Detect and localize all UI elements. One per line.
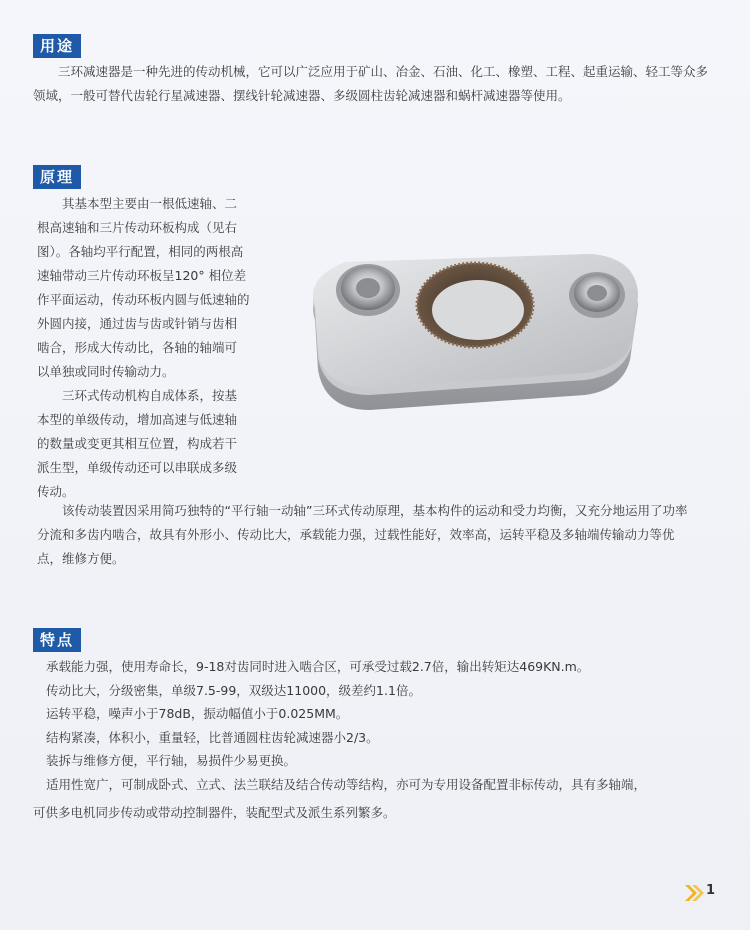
feature-item: 运转平稳，噪声小于78dB，振动幅值小于0.025MM。 (46, 706, 349, 721)
principle-p1-line: 图）。各轴均平行配置，相同的两根高 (37, 244, 244, 259)
usage-paragraph: 三环减速器是一种先进的传动机械，它可以广泛应用于矿山、冶金、石油、化工、橡塑、工程、起重运输、轻工等众多领域，一般可替代齿轮行星减速器、摆线针轮减速器、多级圆柱齿轮减速器和蜗杆减速器等使用。 (33, 64, 709, 103)
section-heading-usage: 用途 (33, 34, 81, 58)
chevron-double-right-icon (683, 883, 705, 903)
feature-item: 承载能力强，使用寿命长，9-18对齿同时进入啮合区，可承受过载2.7倍，输出转矩达469KN.m。 (46, 659, 590, 674)
principle-p1-line: 以单独或同时传输动力。 (37, 364, 175, 379)
section-heading-principle: 原理 (33, 165, 81, 189)
feature-item-continuation: 可供多电机同步传动或带动控制器件，装配型式及派生系列繁多。 (33, 805, 396, 820)
section-heading-features: 特点 (33, 628, 81, 652)
principle-paragraph-2 (37, 384, 277, 504)
principle-p1-line: 外圆内接，通过齿与齿或针销与齿相 (37, 316, 238, 331)
principle-p1-line: 其基本型主要由一根低速轴、二 (62, 196, 238, 211)
feature-item: 装拆与维修方便，平行轴，易损件少易更换。 (46, 753, 297, 768)
principle-paragraph-3: 该传动装置因采用简巧独特的“平行轴一动轴”三环式传动原理，基本构件的运动和受力均衡，又充分地运用了功率分流和多齿内啮合，故具有外形小、传动比大，承载能力强，过载性能好，效率高，运转平稳及多轴端传输动力等优点，维修方便。 (37, 503, 688, 566)
principle-p2-line: 三环式传动机构自成体系，按基 (62, 388, 238, 403)
principle-p1-line: 速轴带动三片传动环板呈120° 相位差 (37, 268, 247, 283)
principle-p2-line: 的数量或变更其相互位置，构成若干 (37, 436, 238, 451)
features-list (46, 655, 696, 796)
ring-plate-image (300, 250, 645, 415)
feature-item: 结构紧凑，体积小，重量轻，比普通圆柱齿轮减速器小2/3。 (46, 729, 379, 745)
principle-p2-line: 传动。 (37, 484, 75, 499)
principle-p1-line: 啮合，形成大传动比，各轴的轴端可 (37, 340, 238, 355)
principle-p2-line: 派生型，单级传动还可以串联成多级 (37, 460, 238, 475)
feature-item: 传动比大，分级密集，单级7.5-99，双级达11000，级差约1.1倍。 (46, 682, 421, 698)
principle-p1-line: 根高速轴和三片传动环板构成（见右 (37, 220, 238, 235)
feature-item: 适用性宽广，可制成卧式、立式、法兰联结及结合传动等结构，亦可为专用设备配置非标传动，具有多轴端， (46, 776, 647, 792)
principle-paragraph-1 (37, 192, 277, 384)
principle-p1-line: 作平面运动，传动环板内圆与低速轴的 (37, 292, 250, 307)
page-number: 1 (705, 883, 715, 898)
principle-p2-line: 本型的单级传动，增加高速与低速轴 (37, 412, 238, 427)
